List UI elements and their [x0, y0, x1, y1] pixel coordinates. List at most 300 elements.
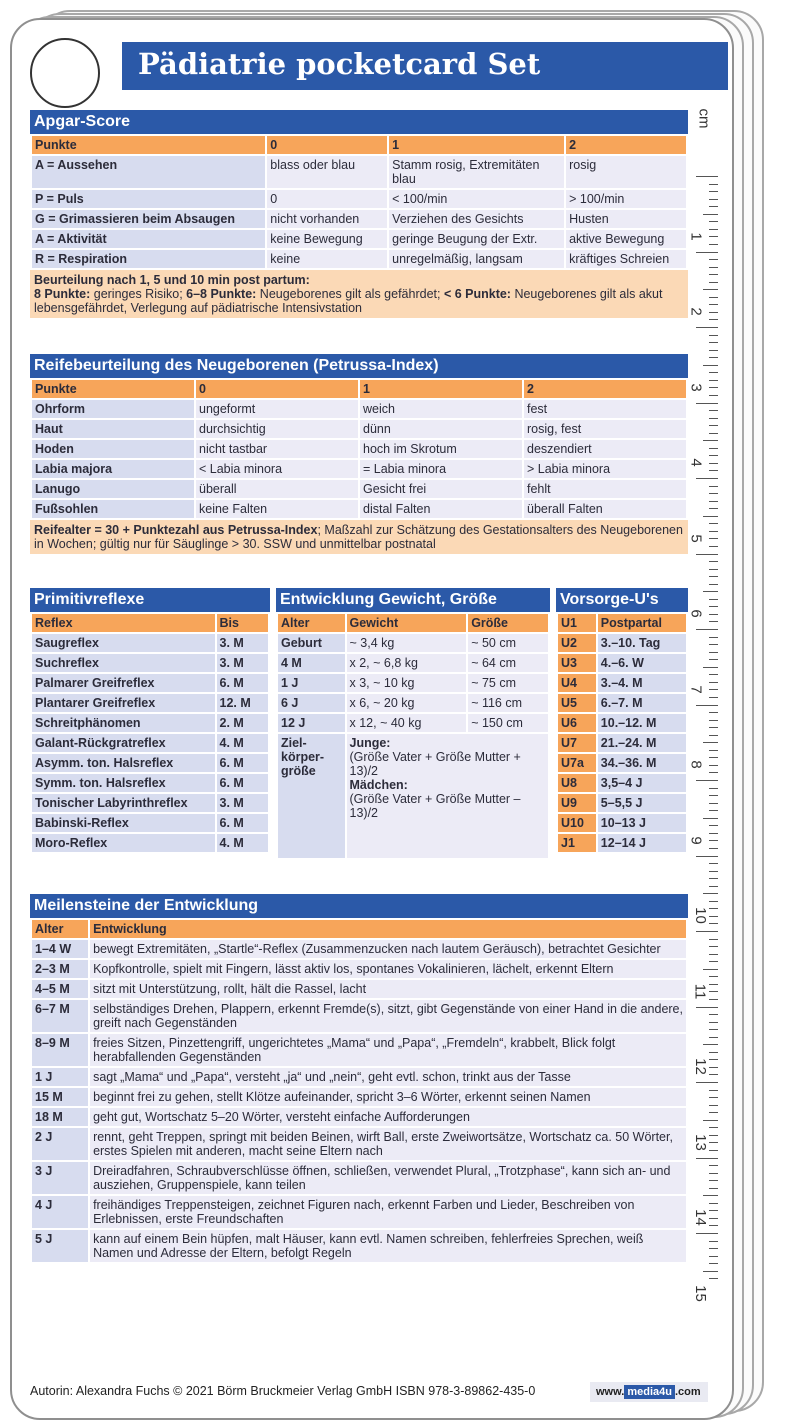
table-row: [32, 500, 686, 518]
table-cell: fest: [524, 400, 686, 418]
milestone-text: selbständiges Drehen, Plappern, erkennt Fremde(s), sitzt, gibt Gegenstände von einer Hand in die andere, greift nach Gegenständen: [90, 1000, 686, 1032]
ruler-tick: [696, 478, 718, 479]
ruler-tick: [709, 1165, 718, 1166]
table-header-row: [32, 380, 686, 398]
table-row: [32, 250, 686, 268]
ruler-tick: [696, 327, 718, 328]
page-title: Pädiatrie pocketcard Set: [138, 47, 541, 81]
table-header-row: [32, 136, 686, 154]
table-cell: > Labia minora: [524, 460, 686, 478]
table-row: [32, 814, 268, 832]
ruler-tick: [703, 214, 718, 215]
ruler-tick: [703, 969, 718, 970]
u-code: U5: [558, 694, 596, 712]
apgar-criterion: A = Aussehen: [32, 156, 265, 188]
ruler-tick: [709, 599, 718, 600]
reflex-name: Plantarer Greifreflex: [32, 694, 215, 712]
ruler-tick: [709, 750, 718, 751]
ruler-tick: [709, 486, 718, 487]
table-header-row: [32, 920, 686, 938]
ruler-tick: [709, 840, 718, 841]
vorsorge-table: [556, 612, 688, 854]
table-row: [278, 634, 548, 652]
ruler-tick: [709, 772, 718, 773]
row-label: Haut: [32, 420, 194, 438]
ruler-tick: [709, 448, 718, 449]
ruler-tick: [703, 440, 718, 441]
ruler-tick: [709, 991, 718, 992]
publisher-url[interactable]: [590, 1382, 708, 1402]
ruler-tick: [709, 720, 718, 721]
milestone-text: Kopfkontrolle, spielt mit Fingern, lässt aktiv los, spontanes Vokalinieren, lächelt, erkennt Eltern: [90, 960, 686, 978]
header-cell: 1: [360, 380, 522, 398]
ruler-tick: [696, 554, 718, 555]
header-cell: 2: [524, 380, 686, 398]
ruler-tick: [709, 380, 718, 381]
table-cell: 0: [267, 190, 387, 208]
ruler-tick: [709, 1180, 718, 1181]
u-timing: 21.–24. M: [598, 734, 686, 752]
punch-hole: [30, 38, 100, 108]
petrussa-note: [30, 520, 688, 554]
ruler-tick: [709, 1256, 718, 1257]
age-label: 6 J: [278, 694, 345, 712]
ruler-tick: [709, 576, 718, 577]
ruler-tick: [709, 606, 718, 607]
u-timing: 3.–10. Tag: [598, 634, 686, 652]
reflex-age: 3. M: [217, 654, 268, 672]
ruler-tick: [709, 1067, 718, 1068]
table-row: [32, 400, 686, 418]
table-row: [558, 694, 686, 712]
note-bold: 6–8 Punkte:: [186, 287, 257, 301]
table-cell: ungeformt: [196, 400, 358, 418]
ruler-tick: [709, 1037, 718, 1038]
ruler-tick: [709, 614, 718, 615]
table-row: [558, 794, 686, 812]
ruler-number: 14: [691, 1209, 709, 1226]
ruler-tick: [709, 221, 718, 222]
ruler-tick: [709, 319, 718, 320]
ruler-tick: [709, 569, 718, 570]
ruler-tick: [696, 780, 718, 781]
table-cell: = Labia minora: [360, 460, 522, 478]
table-row: [32, 940, 686, 958]
ruler-tick: [709, 1278, 718, 1279]
table-row: [32, 694, 268, 712]
ruler-tick: [709, 637, 718, 638]
header-cell: 0: [196, 380, 358, 398]
table-row: [32, 754, 268, 772]
ruler-tick: [709, 1248, 718, 1249]
ruler-tick: [709, 455, 718, 456]
table-row: [32, 420, 686, 438]
ruler-tick: [709, 584, 718, 585]
zielgroesse-label: Ziel-körper-größe: [278, 734, 345, 858]
ruler-number: 10: [691, 907, 709, 924]
apgar-criterion: P = Puls: [32, 190, 265, 208]
table-cell: keine: [267, 250, 387, 268]
ruler-tick: [709, 304, 718, 305]
ruler-tick: [703, 591, 718, 592]
table-row: [32, 1034, 686, 1066]
apgar-note: [30, 270, 688, 318]
ruler-tick: [696, 931, 718, 932]
ruler-tick: [696, 856, 718, 857]
meilensteine-title: Meilensteine der Entwicklung: [30, 894, 688, 918]
note-text: Neugeborenes gilt als akut lebensgefährdet, Verlegung auf pädiatrische Intensivstation: [34, 287, 663, 315]
table-row: [32, 714, 268, 732]
header-cell: Reflex: [32, 614, 215, 632]
vorsorge-title: Vorsorge-U's: [556, 588, 688, 612]
table-cell: < 100/min: [389, 190, 564, 208]
ruler-unit-label: cm: [695, 108, 713, 129]
table-cell: unregelmäßig, langsam: [389, 250, 564, 268]
ruler-tick: [709, 1029, 718, 1030]
milestone-age: 18 M: [32, 1108, 88, 1126]
ruler-tick: [709, 1188, 718, 1189]
height-cell: ~ 116 cm: [468, 694, 548, 712]
table-row: [32, 980, 686, 998]
reflex-age: 6. M: [217, 774, 268, 792]
ruler-number: 1: [687, 231, 705, 241]
table-row: [32, 1000, 686, 1032]
table-row: [278, 674, 548, 692]
header-cell: Punkte: [32, 136, 265, 154]
u-timing: 6.–7. M: [598, 694, 686, 712]
ruler-tick: [696, 1158, 718, 1159]
table-cell: überall Falten: [524, 500, 686, 518]
ruler-tick: [703, 365, 718, 366]
age-label: 12 J: [278, 714, 345, 732]
ruler-tick: [709, 1052, 718, 1053]
jungen-label: Junge:: [349, 736, 391, 750]
ruler-tick: [709, 788, 718, 789]
ruler-tick: [709, 1135, 718, 1136]
table-cell: deszendiert: [524, 440, 686, 458]
ruler-tick: [709, 184, 718, 185]
ruler-tick: [696, 1233, 718, 1234]
table-cell: Gesicht frei: [360, 480, 522, 498]
header-cell: Größe: [468, 614, 548, 632]
ruler-number: 9: [687, 835, 705, 845]
table-row: [32, 1108, 686, 1126]
u-code: U7: [558, 734, 596, 752]
milestone-age: 8–9 M: [32, 1034, 88, 1066]
ruler-tick: [709, 433, 718, 434]
reflex-age: 2. M: [217, 714, 268, 732]
table-cell: überall: [196, 480, 358, 498]
table-row: [278, 734, 548, 858]
ruler-tick: [709, 954, 718, 955]
apgar-table: [30, 134, 688, 270]
ruler-tick: [703, 1044, 718, 1045]
table-row: [32, 230, 686, 248]
reflex-name: Suchreflex: [32, 654, 215, 672]
header-cell: 2: [566, 136, 686, 154]
ruler-number: 11: [691, 983, 709, 999]
ruler-tick: [709, 803, 718, 804]
u-timing: 34.–36. M: [598, 754, 686, 772]
ruler-tick: [709, 523, 718, 524]
milestone-text: freies Sitzen, Pinzettengriff, ungerichtetes „Mama“ und „Papa“, „Fremdeln“, krabbelt, Blick folgt herabfallenden Gegenständen: [90, 1034, 686, 1066]
milestone-age: 4–5 M: [32, 980, 88, 998]
ruler-tick: [709, 961, 718, 962]
u-code: U6: [558, 714, 596, 732]
table-cell: distal Falten: [360, 500, 522, 518]
table-cell: < Labia minora: [196, 460, 358, 478]
height-cell: ~ 64 cm: [468, 654, 548, 672]
primitivreflexe-title: Primitivreflexe: [30, 588, 270, 612]
header-cell: Gewicht: [347, 614, 467, 632]
note-heading: Beurteilung nach 1, 5 und 10 min post partum:: [34, 273, 310, 287]
ruler-tick: [709, 1225, 718, 1226]
ruler-number: 13: [691, 1133, 709, 1151]
row-label: Fußsohlen: [32, 500, 194, 518]
u-code: U2: [558, 634, 596, 652]
ruler-tick: [709, 1127, 718, 1128]
ruler-number: 5: [687, 533, 705, 543]
ruler-tick: [709, 621, 718, 622]
table-row: [278, 714, 548, 732]
table-row: [558, 754, 686, 772]
header-cell: U1: [558, 614, 596, 632]
table-row: [32, 1230, 686, 1262]
weight-cell: x 6, ~ 20 kg: [347, 694, 467, 712]
ruler-tick: [709, 199, 718, 200]
milestone-age: 15 M: [32, 1088, 88, 1106]
ruler-tick: [709, 682, 718, 683]
ruler-number: 6: [687, 609, 705, 618]
milestone-age: 3 J: [32, 1162, 88, 1194]
milestone-text: bewegt Extremitäten, „Startle“-Reflex (Zusammenzucken nach lautem Geräusch), betrachtet Gesichter: [90, 940, 686, 958]
weight-cell: ~ 3,4 kg: [347, 634, 467, 652]
u-timing: 10–13 J: [598, 814, 686, 832]
ruler-tick: [709, 259, 718, 260]
header-cell: Bis: [217, 614, 268, 632]
reflex-age: 6. M: [217, 674, 268, 692]
ruler-tick: [703, 818, 718, 819]
ruler-tick: [709, 493, 718, 494]
table-row: [32, 774, 268, 792]
ruler-tick: [703, 1195, 718, 1196]
age-label: 1 J: [278, 674, 345, 692]
ruler-tick: [709, 908, 718, 909]
ruler-tick: [709, 795, 718, 796]
ruler-tick: [709, 350, 718, 351]
ruler-tick: [709, 410, 718, 411]
ruler-tick: [709, 206, 718, 207]
apgar-criterion: R = Respiration: [32, 250, 265, 268]
table-row: [558, 714, 686, 732]
milestone-text: sitzt mit Unterstützung, rollt, hält die Rassel, lacht: [90, 980, 686, 998]
reflex-name: Palmarer Greifreflex: [32, 674, 215, 692]
title-bar: [122, 42, 728, 90]
ruler-tick: [709, 267, 718, 268]
table-row: [32, 460, 686, 478]
table-row: [32, 794, 268, 812]
note-text: geringes Risiko;: [90, 287, 187, 301]
table-row: [32, 156, 686, 188]
ruler-tick: [709, 727, 718, 728]
table-cell: nicht tastbar: [196, 440, 358, 458]
u-code: U7a: [558, 754, 596, 772]
u-code: U3: [558, 654, 596, 672]
note-text: ; Maßzahl zur Schätzung des Gestationsalters des Neugeborenen in Wochen; gültig nur für Säuglinge > 30. SSW und unmittelbar postnatal: [34, 523, 683, 551]
table-cell: dünn: [360, 420, 522, 438]
apgar-criterion: G = Grimassieren beim Absaugen: [32, 210, 265, 228]
table-row: [558, 734, 686, 752]
ruler-tick: [709, 871, 718, 872]
apgar-section: [30, 110, 688, 318]
vorsorge-section: [556, 588, 688, 854]
reflex-name: Moro-Reflex: [32, 834, 215, 852]
ruler-tick: [709, 901, 718, 902]
height-cell: ~ 150 cm: [468, 714, 548, 732]
u-code: U4: [558, 674, 596, 692]
table-row: [558, 634, 686, 652]
table-cell: weich: [360, 400, 522, 418]
milestone-text: kann auf einem Bein hüpfen, malt Häuser, kann evtl. Namen schreiben, fehlerfreies Sprechen, weiß Namen und Adresse der Eltern, befolgt Regeln: [90, 1230, 686, 1262]
table-cell: keine Falten: [196, 500, 358, 518]
table-row: [32, 1128, 686, 1160]
milestone-text: Dreiradfahren, Schraubverschlüsse öffnen, schließen, verwendet Plural, „Trotzphase“, kann sich an- und ausziehen, Gruppenspiele, kann teilen: [90, 1162, 686, 1194]
row-label: Ohrform: [32, 400, 194, 418]
ruler-tick: [709, 1022, 718, 1023]
ruler-tick: [709, 1014, 718, 1015]
weight-cell: x 3, ~ 10 kg: [347, 674, 467, 692]
table-cell: Husten: [566, 210, 686, 228]
ruler-tick: [709, 999, 718, 1000]
table-row: [558, 654, 686, 672]
ruler-tick: [709, 1210, 718, 1211]
note-bold: 8 Punkte:: [34, 287, 91, 301]
ruler-number: 7: [687, 684, 705, 694]
ruler-tick: [709, 1112, 718, 1113]
ruler-tick: [696, 629, 718, 630]
table-cell: durchsichtig: [196, 420, 358, 438]
table-row: [558, 814, 686, 832]
ruler-tick: [709, 501, 718, 502]
ruler-tick: [709, 878, 718, 879]
ruler-tick: [709, 395, 718, 396]
table-cell: hoch im Skrotum: [360, 440, 522, 458]
milestone-text: geht gut, Wortschatz 5–20 Wörter, versteht einfache Aufforderungen: [90, 1108, 686, 1126]
reflex-age: 4. M: [217, 834, 268, 852]
reflex-name: Babinski-Reflex: [32, 814, 215, 832]
table-header-row: [278, 614, 548, 632]
ruler-tick: [709, 244, 718, 245]
table-cell: rosig, fest: [524, 420, 686, 438]
ruler-tick: [709, 236, 718, 237]
ruler-tick: [709, 848, 718, 849]
milestone-text: rennt, geht Treppen, springt mit beiden Beinen, wirft Ball, erste Zweiwortsätze, Wortschatz ca. 50 Wörter, erstes Spielen mit anderen, macht seine Eltern nach: [90, 1128, 686, 1160]
ruler-tick: [709, 546, 718, 547]
table-cell: geringe Beugung der Extr.: [389, 230, 564, 248]
table-row: [32, 440, 686, 458]
milestone-text: beginnt frei zu gehen, stellt Klötze aufeinander, spricht 3–6 Wörter, erkennt seinen Namen: [90, 1088, 686, 1106]
ruler-tick: [709, 757, 718, 758]
ruler-tick: [709, 1263, 718, 1264]
ruler-tick: [709, 946, 718, 947]
ruler-tick: [696, 1082, 718, 1083]
ruler-tick: [709, 1059, 718, 1060]
row-label: Lanugo: [32, 480, 194, 498]
table-row: [32, 834, 268, 852]
ruler-tick: [709, 886, 718, 887]
ruler-tick: [709, 863, 718, 864]
weight-cell: x 12, ~ 40 kg: [347, 714, 467, 732]
primitivreflexe-section: [30, 588, 270, 854]
apgar-criterion: A = Aktivität: [32, 230, 265, 248]
milestone-age: 1–4 W: [32, 940, 88, 958]
footer-credit: Autorin: Alexandra Fuchs © 2021 Börm Bruckmeier Verlag GmbH ISBN 978-3-89862-435-0: [30, 1384, 536, 1398]
table-row: [32, 480, 686, 498]
ruler-tick: [709, 833, 718, 834]
table-cell: blass oder blau: [267, 156, 387, 188]
header-cell: Alter: [278, 614, 345, 632]
table-cell: Stamm rosig, Extremitäten blau: [389, 156, 564, 188]
ruler-tick: [709, 1203, 718, 1204]
note-text: Neugeborenes gilt als gefährdet;: [256, 287, 444, 301]
table-row: [32, 1196, 686, 1228]
table-row: [32, 210, 686, 228]
table-cell: nicht vorhanden: [267, 210, 387, 228]
table-row: [32, 634, 268, 652]
table-cell: aktive Bewegung: [566, 230, 686, 248]
ruler-tick: [703, 1120, 718, 1121]
header-cell: 0: [267, 136, 387, 154]
table-header-row: [32, 614, 268, 632]
reflex-name: Saugreflex: [32, 634, 215, 652]
table-row: [32, 1162, 686, 1194]
ruler-tick: [709, 229, 718, 230]
milestone-text: freihändiges Treppensteigen, zeichnet Figuren nach, erkennt Farben und Lieder, Beschreiben von Erlebnissen, erste Freundschaften: [90, 1196, 686, 1228]
header-cell: Entwicklung: [90, 920, 686, 938]
age-label: Geburt: [278, 634, 345, 652]
ruler-tick: [709, 508, 718, 509]
ruler-tick: [709, 659, 718, 660]
age-label: 4 M: [278, 654, 345, 672]
header-cell: 1: [389, 136, 564, 154]
ruler-tick: [709, 531, 718, 532]
ruler-tick: [709, 689, 718, 690]
u-timing: 3.–4. M: [598, 674, 686, 692]
ruler-number: 12: [691, 1058, 709, 1075]
header-cell: Alter: [32, 920, 88, 938]
table-row: [32, 1088, 686, 1106]
table-cell: > 100/min: [566, 190, 686, 208]
ruler-tick: [709, 1090, 718, 1091]
u-timing: 10.–12. M: [598, 714, 686, 732]
ruler-tick: [709, 939, 718, 940]
ruler-tick: [709, 712, 718, 713]
url-brand: media4u: [624, 1385, 675, 1399]
ruler-tick: [709, 372, 718, 373]
ruler-tick: [703, 516, 718, 517]
milestone-age: 2 J: [32, 1128, 88, 1160]
height-cell: ~ 50 cm: [468, 634, 548, 652]
ruler-tick: [709, 470, 718, 471]
u-timing: 5–5,5 J: [598, 794, 686, 812]
table-row: [558, 834, 686, 852]
ruler-tick: [696, 252, 718, 253]
ruler-tick: [709, 425, 718, 426]
ruler-tick: [703, 289, 718, 290]
reflex-age: 3. M: [217, 794, 268, 812]
ruler-tick: [709, 697, 718, 698]
ruler-tick: [709, 825, 718, 826]
